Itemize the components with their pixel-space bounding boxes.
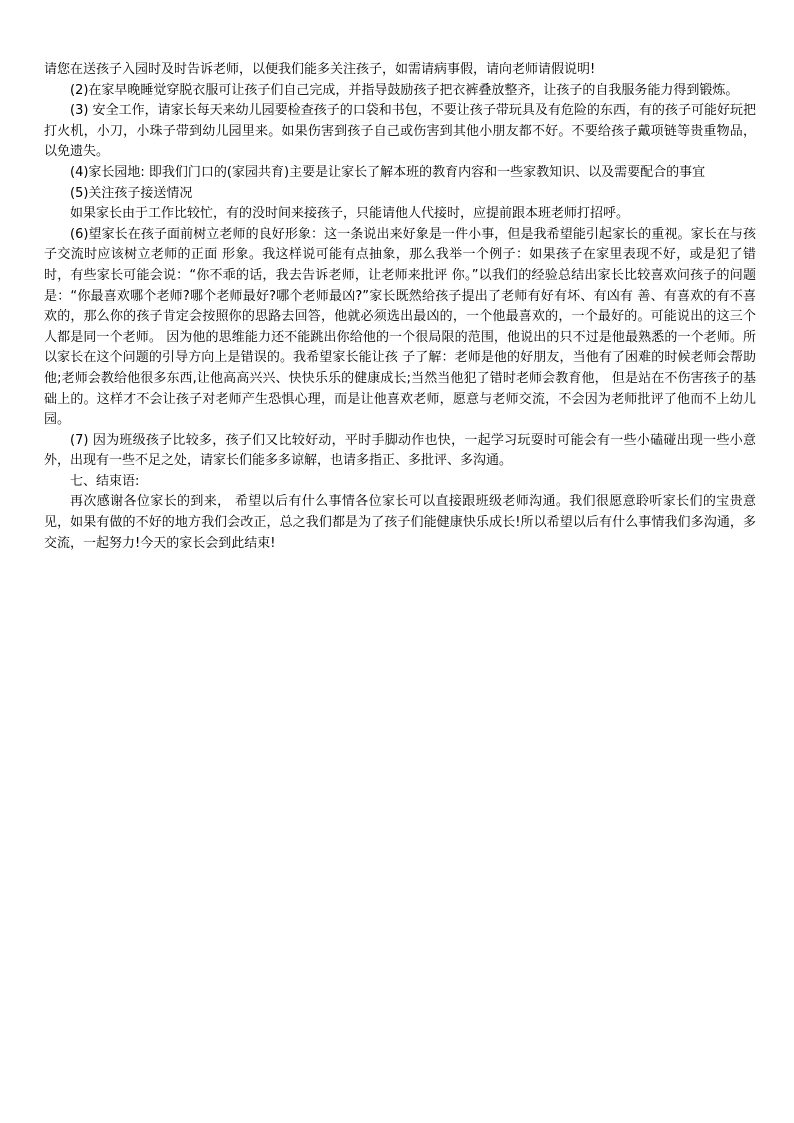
paragraph-self-care: (2)在家早晚睡觉穿脱衣服可让孩子们自己完成，并指导鼓励孩子把衣裤叠放整齐，让孩子的自我服务能力得到锻炼。 xyxy=(70,82,739,98)
paragraph-parent-board: (4)家长园地: 即我们门口的(家园共育)主要是让家长了解本班的教育内容和一些家教知识、以及需要配合的事宜 xyxy=(70,164,706,180)
paragraph-pickup: 如果家长由于工作比较忙，有的没时间来接孩子，只能请他人代接时，应提前跟本班老师打招呼。 xyxy=(70,206,630,222)
paragraph-pickup-heading: (5)关注孩子接送情况 xyxy=(70,185,193,201)
paragraph-closing: 再次感谢各位家长的到来， 希望以后有什么事情各位家长可以直接跟班级老师沟通。我们很愿意聆听家长们的宝贵意见，如果有做的不好的地方我们会改正，总之我们都是为了孩子们能健康快乐成长!所以希望以后有什么事情我们多沟通，多交流，一起努力!今天的家长会到此结束! xyxy=(44,494,756,551)
paragraph-safety: (3) 安全工作，请家长每天来幼儿园要检查孩子的口袋和书包，不要让孩子带玩具及有危险的东西，有的孩子可能好玩把打火机，小刀，小珠子带到幼儿园里来。如果伤害到孩子自己或伤害到其他小朋友都不好。不要给孩子戴项链等贵重物品，以免遗失。 xyxy=(44,103,756,160)
paragraph-understanding: (7) 因为班级孩子比较多，孩子们又比较好动，平时手脚动作也快，一起学习玩耍时可能会有一些小磕碰出现一些小意外，出现有一些不足之处，请家长们能多多谅解，也请多指正、多批评、多沟通。 xyxy=(44,432,756,469)
section-heading-closing: 七、结束语: xyxy=(70,473,140,489)
paragraph-teacher-image: (6)望家长在孩子面前树立老师的良好形象：这一条说出来好象是一件小事，但是我希望能引起家长的重视。家长在与孩子交流时应该树立老师的正面 形象。我这样说可能有点抽象，那么我举一个例子：如果孩子在家里表现不好，或是犯了错时，有些家长可能会说：“你不乖的话，我去告诉老师，让老师来批评 你。”以我们的经验总结出家长比较喜欢问孩子的问题是：“你最喜欢哪个老师?哪个老师最好?哪个老师最凶?”家长既然给孩子提出了老师有好有坏、有凶有 善、有喜欢的有不喜欢的，那么你的孩子肯定会按照你的思路去回答，他就必须选出最凶的，一个他最喜欢的，一个最好的。可能说出的这三个人都是同一个老师。 因为他的思维能力还不能跳出你给他的一个很局限的范围，他说出的只不过是他最熟悉的一个老师。所以家长在这个问题的引导方向上是错误的。我希望家长能让孩 子了解：老师是他的好朋友，当他有了困难的时候老师会帮助他;老师会教给他很多东西,让他高高兴兴、快快乐乐的健康成长;当然当他犯了错时老师会教育他， 但是站在不伤害孩子的基础上的。这样才不会让孩子对老师产生恐惧心理，而是让他喜欢老师，愿意与老师交流，不会因为老师批评了他而不上幼儿园。 xyxy=(44,226,756,428)
paragraph-leave-notice: 请您在送孩子入园时及时告诉老师，以便我们能多关注孩子，如需请病事假，请向老师请假说明! xyxy=(44,62,596,77)
document-body xyxy=(44,60,756,554)
